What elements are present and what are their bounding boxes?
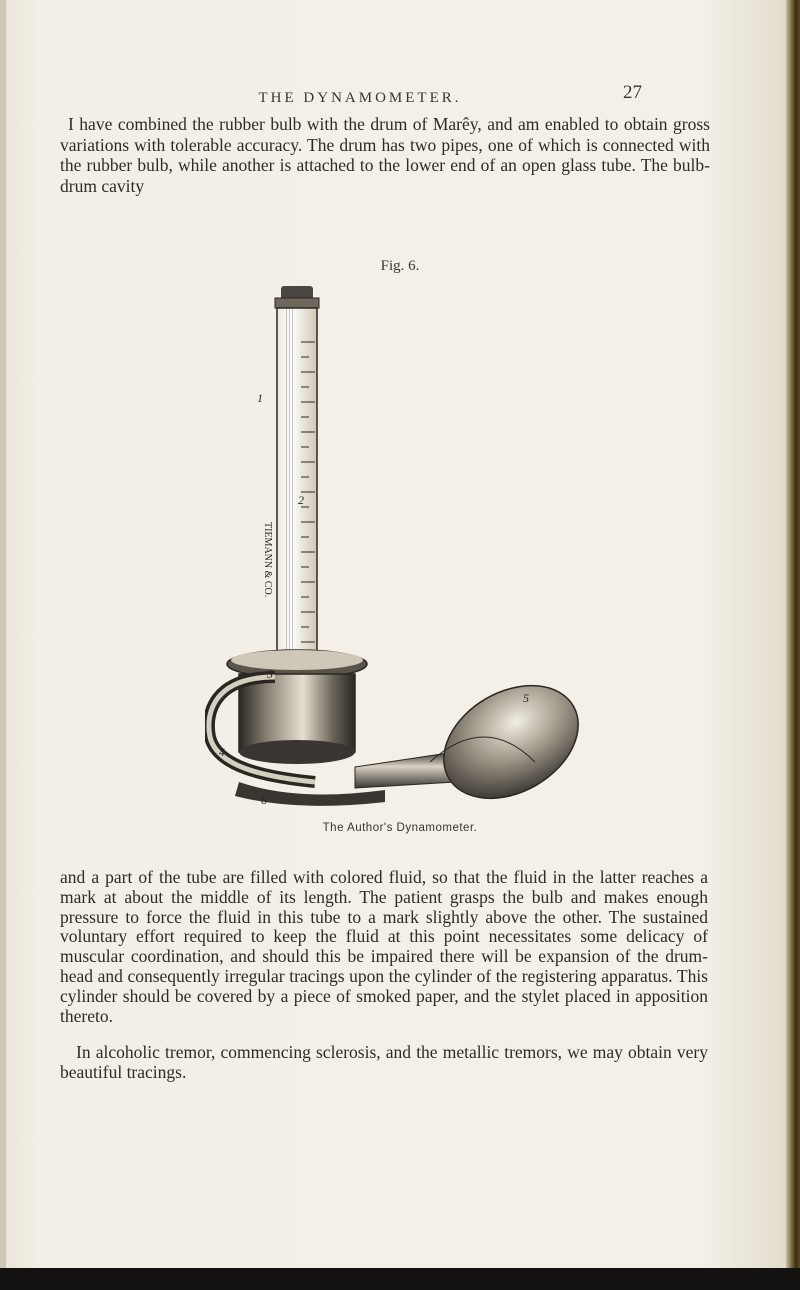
part-label-6: 6 — [261, 793, 267, 807]
page-number: 27 — [623, 82, 642, 103]
part-label-1: 1 — [257, 391, 263, 405]
part-label-3: 3 — [267, 667, 273, 681]
figure-caption: The Author's Dynamometer. — [322, 822, 478, 834]
dynamometer-illustration — [205, 282, 615, 812]
page-left-edge — [0, 0, 6, 1290]
book-binding-edge — [786, 0, 800, 1290]
part-label-5: 5 — [523, 691, 529, 705]
scan-bottom-border — [0, 1268, 800, 1290]
paragraph-continuation: and a part of the tube are filled with colored fluid, so that the fluid in the latter reaches a mark at about the middle of its length. The patient grasps the bulb and makes enough pressure to force the fluid in this tube to a mark slightly above the other. The sustained voluntary effort required to keep the fluid at this point necessitates some delicacy of muscular coordination, and should this be impaired there will be expansion of the drum-head and consequently irregular tracings upon the cylinder of the registering apparatus. This cylinder should be covered by a piece of smoked paper, and the stylet placed in apposition thereto. — [60, 867, 708, 1026]
rubber-bulb — [355, 663, 598, 812]
maker-mark: TIEMANN & CO. — [262, 522, 273, 598]
glass-tube-assembly — [262, 286, 319, 658]
running-head: THE DYNAMOMETER. — [258, 90, 462, 106]
paragraph-intro: I have combined the rubber bulb with the drum of Marêy, and am enabled to obtain gross variations with tolerable accuracy. The drum has two pipes, one of which is connected with the rubber bulb, while another is attached to the lower end of an open glass tube. The bulb-drum cavity — [60, 114, 710, 196]
part-label-2: 2 — [298, 493, 304, 507]
tube-backplate — [277, 308, 317, 658]
glass-tube — [285, 308, 295, 658]
paragraph-closing: In alcoholic tremor, commencing sclerosis, and the metallic tremors, we may obtain very beautiful tracings. — [60, 1042, 708, 1082]
figure-label: Fig. 6. — [380, 258, 420, 274]
part-label-4: 4 — [219, 745, 225, 759]
